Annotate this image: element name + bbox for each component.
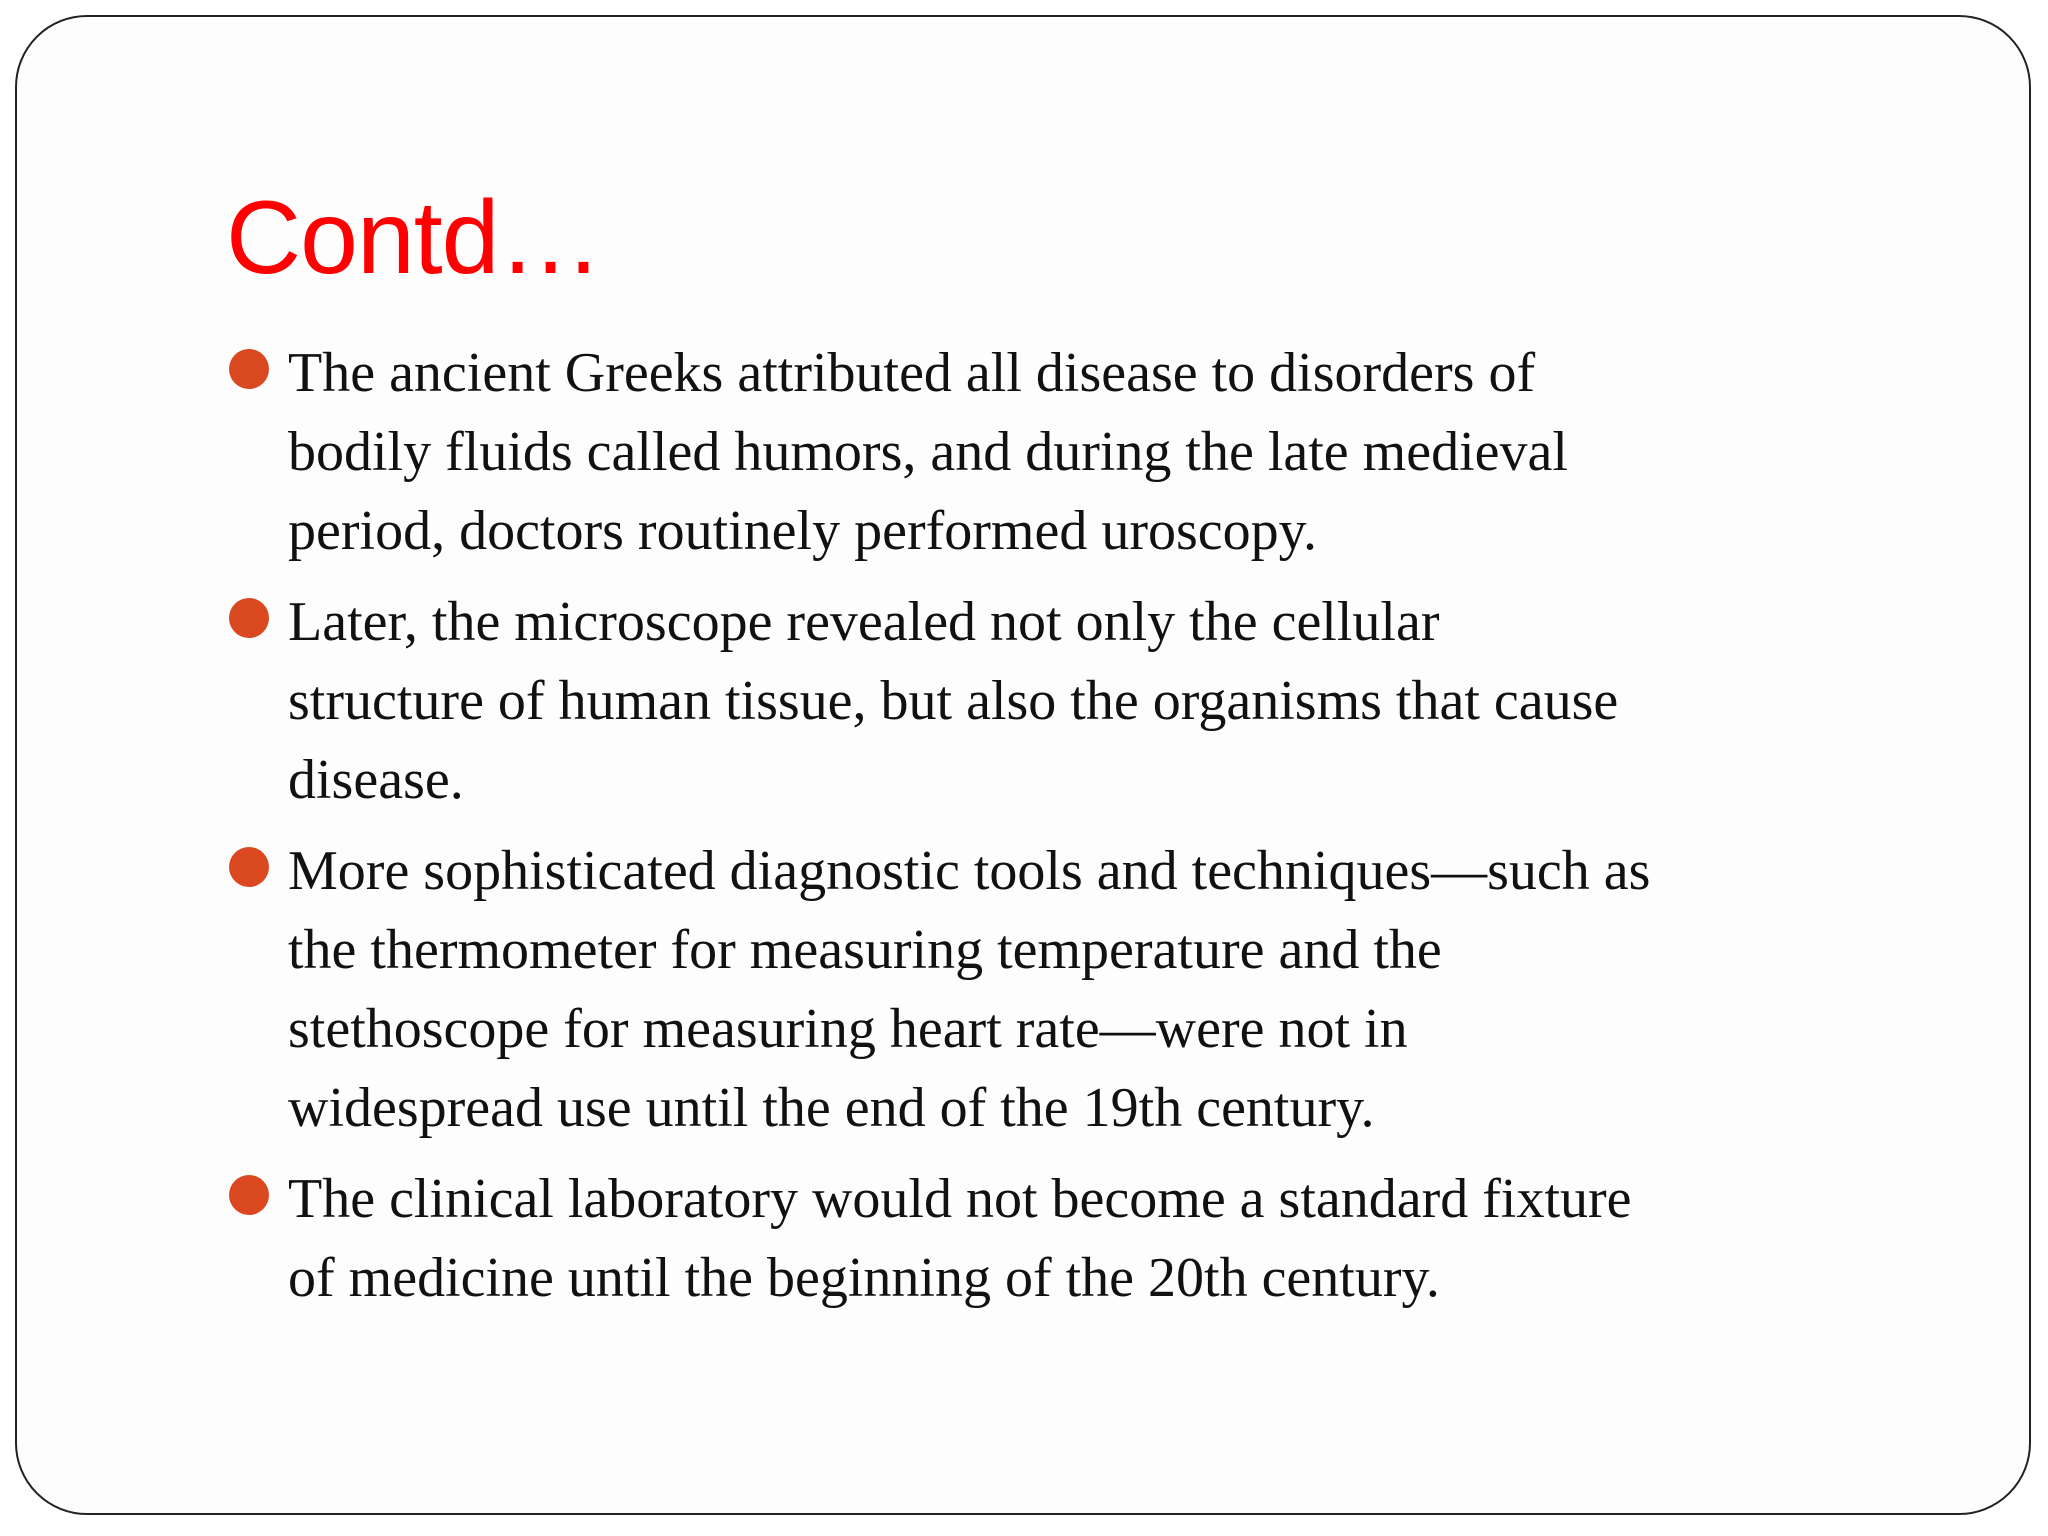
bullet-item bbox=[226, 334, 2006, 571]
bullet-item bbox=[226, 832, 2006, 1148]
slide-title: Contd… bbox=[226, 180, 602, 296]
bullet-dot-icon bbox=[229, 598, 269, 638]
bullet-dot-icon bbox=[229, 1175, 269, 1215]
bullet-text: The clinical laboratory would not become a standard fixture of medicine until the beginning of the 20th century. bbox=[288, 1168, 1632, 1309]
bullet-text: More sophisticated diagnostic tools and techniques—such as the thermometer for measuring temperature and the stethoscope for measuring heart rate—were not in widespread use until the end of the 19th century. bbox=[288, 840, 1651, 1139]
bullet-item bbox=[226, 1160, 2006, 1318]
bullet-dot-icon bbox=[229, 847, 269, 887]
bullet-text: Later, the microscope revealed not only the cellular structure of human tissue, but also the organisms that cause disease. bbox=[288, 591, 1619, 811]
bullet-list bbox=[226, 334, 2006, 1330]
bullet-dot-icon bbox=[229, 349, 269, 389]
bullet-item bbox=[226, 583, 2006, 820]
bullet-text: The ancient Greeks attributed all disease to disorders of bodily fluids called humors, and during the late medieval period, doctors routinely performed uroscopy. bbox=[288, 342, 1568, 562]
